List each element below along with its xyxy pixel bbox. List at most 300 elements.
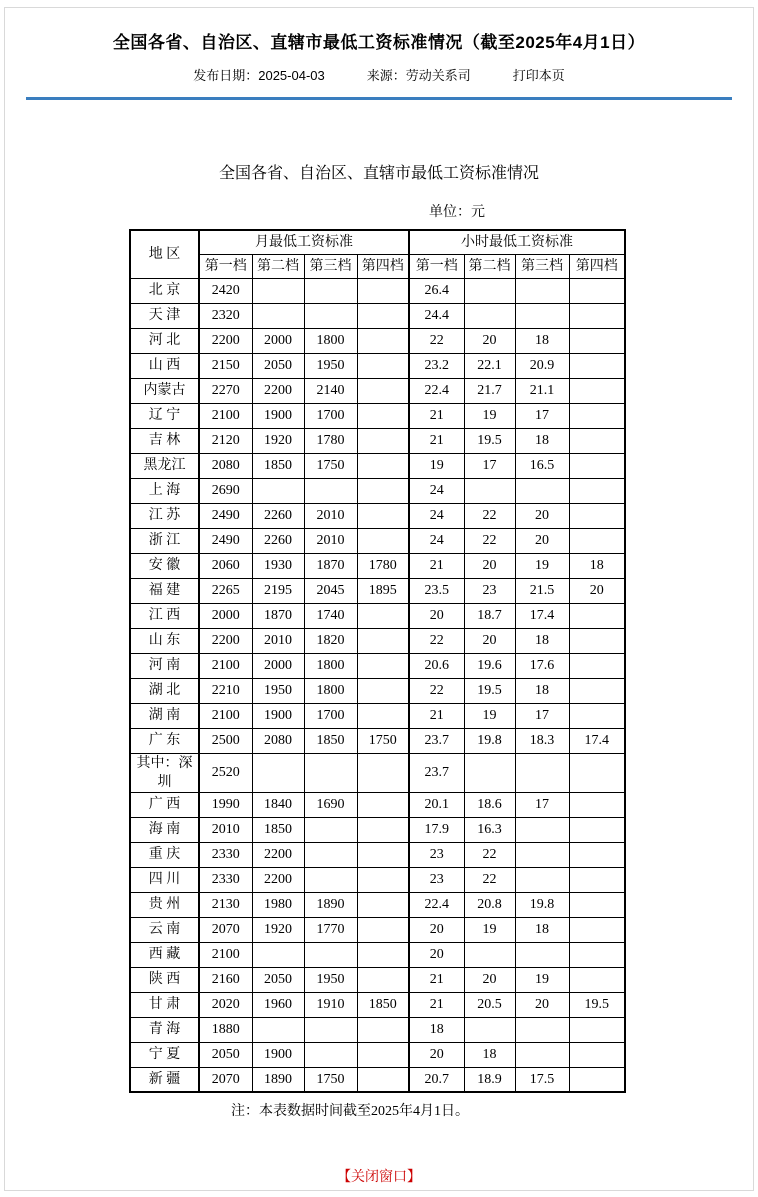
hourly-tier-3-value: 19 [515,553,569,578]
source: 来源：劳动关系司 [366,68,471,83]
table-row [130,917,625,942]
hourly-tier-4-header: 第四档 [569,254,625,278]
hourly-tier-1-value: 23 [409,842,464,867]
monthly-tier-1-value: 2020 [199,992,252,1017]
monthly-tier-3-value: 1820 [304,628,357,653]
monthly-tier-1-value: 2490 [199,503,252,528]
monthly-tier-1-value: 2420 [199,278,252,303]
hourly-tier-2-value: 20.5 [464,992,515,1017]
monthly-tier-3-value: 1750 [304,1067,357,1092]
monthly-tier-4-value [357,353,409,378]
monthly-tier-4-value [357,503,409,528]
monthly-tier-1-value: 1990 [199,792,252,817]
table-row [130,353,625,378]
table-row [130,817,625,842]
hourly-tier-1-value: 22.4 [409,378,464,403]
monthly-tier-4-value [357,892,409,917]
monthly-tier-2-value: 1980 [252,892,304,917]
hourly-tier-2-value [464,1017,515,1042]
hourly-tier-1-value: 21 [409,553,464,578]
monthly-tier-3-value: 1690 [304,792,357,817]
monthly-tier-4-value [357,478,409,503]
monthly-tier-4-value [357,678,409,703]
hourly-tier-3-value [515,1042,569,1067]
hourly-tier-3-value: 17 [515,703,569,728]
table-row [130,553,625,578]
page-card [4,7,754,1191]
monthly-tier-1-value: 2010 [199,817,252,842]
region-column-header: 地 区 [130,230,199,278]
monthly-tier-3-value: 1950 [304,967,357,992]
monthly-tier-3-header: 第三档 [304,254,357,278]
monthly-tier-2-value: 1840 [252,792,304,817]
monthly-tier-4-value [357,817,409,842]
region-name: 北 京 [130,278,199,303]
monthly-tier-2-value [252,1017,304,1042]
hourly-tier-1-value: 20 [409,603,464,628]
monthly-tier-2-value: 2010 [252,628,304,653]
monthly-tier-3-value: 2010 [304,528,357,553]
monthly-tier-2-value: 1900 [252,703,304,728]
region-name: 上 海 [130,478,199,503]
monthly-tier-1-value: 2060 [199,553,252,578]
region-name: 安 徽 [130,553,199,578]
table-row [130,967,625,992]
region-name: 山 西 [130,353,199,378]
hourly-tier-1-value: 24.4 [409,303,464,328]
monthly-tier-4-value [357,1042,409,1067]
hourly-tier-2-value [464,753,515,792]
monthly-tier-1-value: 2100 [199,942,252,967]
monthly-tier-2-value: 2000 [252,653,304,678]
hourly-tier-1-value: 17.9 [409,817,464,842]
monthly-tier-1-value: 2210 [199,678,252,703]
monthly-tier-1-value: 2150 [199,353,252,378]
hourly-tier-1-value: 24 [409,528,464,553]
hourly-tier-2-value: 19.5 [464,678,515,703]
monthly-tier-1-value: 2100 [199,403,252,428]
hourly-tier-2-value: 20 [464,967,515,992]
monthly-tier-2-value: 1930 [252,553,304,578]
monthly-tier-2-value: 1870 [252,603,304,628]
hourly-tier-2-value: 18.9 [464,1067,515,1092]
monthly-tier-4-value [357,328,409,353]
table-row [130,578,625,603]
monthly-tier-4-value [357,403,409,428]
region-name: 云 南 [130,917,199,942]
hourly-tier-1-value: 23.7 [409,753,464,792]
hourly-tier-1-value: 20 [409,917,464,942]
blue-divider [26,97,732,100]
hourly-tier-4-value [569,403,625,428]
hourly-tier-3-value [515,278,569,303]
hourly-tier-1-value: 20.6 [409,653,464,678]
monthly-tier-1-value: 2330 [199,842,252,867]
hourly-tier-1-value: 22 [409,628,464,653]
hourly-tier-3-value [515,842,569,867]
monthly-tier-4-header: 第四档 [357,254,409,278]
monthly-tier-2-value: 2050 [252,353,304,378]
hourly-tier-1-value: 21 [409,403,464,428]
hourly-tier-3-value: 19 [515,967,569,992]
hourly-tier-2-value: 19.8 [464,728,515,753]
table-row [130,528,625,553]
region-name: 广 西 [130,792,199,817]
hourly-tier-4-value [569,503,625,528]
monthly-tier-2-value: 2200 [252,378,304,403]
monthly-tier-3-value: 1890 [304,892,357,917]
hourly-tier-1-value: 20 [409,1042,464,1067]
hourly-tier-3-value: 17.5 [515,1067,569,1092]
close-link-row [5,1166,753,1186]
monthly-tier-1-value: 2070 [199,917,252,942]
table-row [130,1067,625,1092]
hourly-tier-2-value [464,278,515,303]
hourly-tier-3-header: 第三档 [515,254,569,278]
hourly-tier-4-value: 17.4 [569,728,625,753]
monthly-tier-1-value: 2070 [199,1067,252,1092]
hourly-tier-3-value: 17.6 [515,653,569,678]
monthly-tier-3-value: 1780 [304,428,357,453]
hourly-tier-3-value: 21.5 [515,578,569,603]
region-name: 江 苏 [130,503,199,528]
hourly-tier-4-value: 19.5 [569,992,625,1017]
monthly-tier-4-value [357,453,409,478]
table-row [130,1042,625,1067]
monthly-tier-2-value: 1920 [252,428,304,453]
monthly-tier-3-value: 1870 [304,553,357,578]
table-note: 注：本表数据时间截至2025年4月1日。 [231,1104,469,1119]
table-row [130,867,625,892]
hourly-tier-4-value [569,328,625,353]
hourly-tier-3-value [515,817,569,842]
monthly-tier-1-value: 2200 [199,328,252,353]
hourly-tier-1-value: 26.4 [409,278,464,303]
region-name: 河 北 [130,328,199,353]
monthly-tier-1-value: 2000 [199,603,252,628]
minimum-wage-table [129,229,626,1093]
table-row [130,678,625,703]
monthly-tier-3-value: 1800 [304,678,357,703]
table-row [130,403,625,428]
hourly-tier-1-value: 20 [409,942,464,967]
hourly-tier-2-value: 18 [464,1042,515,1067]
monthly-tier-3-value: 1750 [304,453,357,478]
monthly-tier-1-value: 2120 [199,428,252,453]
monthly-tier-3-value [304,817,357,842]
table-row [130,503,625,528]
hourly-tier-2-value: 22 [464,503,515,528]
monthly-tier-2-value: 1900 [252,1042,304,1067]
monthly-tier-4-value [357,967,409,992]
table-row [130,728,625,753]
close-window-button[interactable]: 【关闭窗口】 [337,1170,421,1185]
hourly-tier-3-value: 18 [515,678,569,703]
table-row [130,1017,625,1042]
table-row [130,478,625,503]
monthly-tier-3-value [304,842,357,867]
hourly-tier-2-value: 16.3 [464,817,515,842]
hourly-tier-4-value [569,453,625,478]
hourly-tier-2-value: 20.8 [464,892,515,917]
hourly-tier-2-value: 19 [464,917,515,942]
table-title: 全国各省、自治区、直辖市最低工资标准情况 [218,165,539,182]
monthly-tier-1-value: 2200 [199,628,252,653]
hourly-tier-4-value [569,792,625,817]
monthly-tier-3-value: 2045 [304,578,357,603]
hourly-tier-4-value [569,303,625,328]
monthly-tier-1-value: 2160 [199,967,252,992]
monthly-tier-4-value [357,703,409,728]
monthly-tier-2-value [252,303,304,328]
monthly-tier-4-value [357,278,409,303]
hourly-tier-3-value: 18 [515,428,569,453]
region-name: 西 藏 [130,942,199,967]
monthly-tier-2-value: 2200 [252,842,304,867]
table-row [130,303,625,328]
hourly-tier-1-value: 23 [409,867,464,892]
hourly-tier-2-value: 22 [464,842,515,867]
hourly-tier-3-value: 18 [515,628,569,653]
monthly-tier-2-value: 1920 [252,917,304,942]
monthly-tier-4-value [357,653,409,678]
region-name: 河 南 [130,653,199,678]
monthly-tier-3-value: 1800 [304,328,357,353]
monthly-tier-2-value: 2000 [252,328,304,353]
hourly-tier-1-value: 21 [409,428,464,453]
monthly-tier-2-value [252,753,304,792]
hourly-tier-1-value: 24 [409,503,464,528]
hourly-tier-2-value: 18.7 [464,603,515,628]
monthly-tier-2-value: 1950 [252,678,304,703]
table-row [130,628,625,653]
monthly-tier-2-value: 1890 [252,1067,304,1092]
hourly-tier-4-value [569,353,625,378]
monthly-tier-4-value [357,303,409,328]
monthly-tier-3-value [304,1042,357,1067]
region-name: 浙 江 [130,528,199,553]
hourly-tier-2-value: 19.6 [464,653,515,678]
hourly-tier-4-value [569,478,625,503]
page-title: 全国各省、自治区、直辖市最低工资标准情况（截至2025年4月1日） [112,33,646,52]
hourly-tier-3-value: 18.3 [515,728,569,753]
hourly-tier-1-value: 23.5 [409,578,464,603]
region-name: 四 川 [130,867,199,892]
hourly-tier-3-value: 20 [515,528,569,553]
monthly-tier-3-value [304,867,357,892]
hourly-tier-1-value: 22 [409,328,464,353]
region-name: 新 疆 [130,1067,199,1092]
hourly-tier-4-value [569,653,625,678]
hourly-tier-3-value: 18 [515,328,569,353]
hourly-tier-2-value: 20 [464,553,515,578]
monthly-tier-2-value: 2195 [252,578,304,603]
monthly-tier-1-value: 2320 [199,303,252,328]
hourly-tier-4-value [569,378,625,403]
monthly-tier-4-value [357,942,409,967]
region-name: 贵 州 [130,892,199,917]
hourly-tier-1-value: 24 [409,478,464,503]
monthly-tier-1-value: 2080 [199,453,252,478]
monthly-tier-3-value: 1700 [304,403,357,428]
monthly-tier-1-value: 2265 [199,578,252,603]
hourly-tier-4-value [569,867,625,892]
hourly-tier-2-value: 19 [464,703,515,728]
monthly-tier-2-value: 1960 [252,992,304,1017]
hourly-tier-2-value: 18.6 [464,792,515,817]
monthly-tier-2-header: 第二档 [252,254,304,278]
hourly-tier-3-value [515,303,569,328]
hourly-tier-4-value [569,1042,625,1067]
monthly-tier-1-value: 2130 [199,892,252,917]
monthly-tier-1-value: 1880 [199,1017,252,1042]
print-page-button[interactable]: 打印本页 [512,68,565,83]
table-header [130,230,625,278]
hourly-tier-2-value: 21.7 [464,378,515,403]
monthly-tier-3-value: 1850 [304,728,357,753]
monthly-tier-3-value: 1770 [304,917,357,942]
table-row [130,278,625,303]
region-name: 湖 北 [130,678,199,703]
region-name: 江 西 [130,603,199,628]
table-row [130,428,625,453]
hourly-tier-2-value [464,303,515,328]
monthly-tier-3-value: 1800 [304,653,357,678]
region-name: 重 庆 [130,842,199,867]
monthly-tier-1-value: 2690 [199,478,252,503]
table-row [130,653,625,678]
region-name: 辽 宁 [130,403,199,428]
region-name: 海 南 [130,817,199,842]
hourly-tier-4-value [569,603,625,628]
table-row [130,603,625,628]
monthly-tier-4-value [357,603,409,628]
hourly-section-header: 小时最低工资标准 [409,230,625,254]
monthly-tier-2-value [252,478,304,503]
monthly-tier-2-value [252,278,304,303]
monthly-tier-4-value [357,867,409,892]
hourly-tier-2-value: 22 [464,528,515,553]
hourly-tier-4-value [569,753,625,792]
monthly-tier-4-value [357,428,409,453]
monthly-tier-3-value: 1910 [304,992,357,1017]
region-name: 甘 肃 [130,992,199,1017]
monthly-tier-4-value [357,528,409,553]
hourly-tier-4-value [569,678,625,703]
hourly-tier-4-value [569,967,625,992]
table-row [130,992,625,1017]
monthly-tier-2-value: 1850 [252,453,304,478]
hourly-tier-2-value: 19 [464,403,515,428]
hourly-tier-4-value [569,428,625,453]
monthly-tier-1-value: 2490 [199,528,252,553]
hourly-tier-3-value: 17.4 [515,603,569,628]
monthly-tier-1-value: 2100 [199,653,252,678]
monthly-tier-3-value: 1950 [304,353,357,378]
hourly-tier-1-value: 21 [409,992,464,1017]
monthly-tier-1-value: 2100 [199,703,252,728]
monthly-tier-3-value [304,478,357,503]
hourly-tier-4-value [569,942,625,967]
hourly-tier-1-value: 22 [409,678,464,703]
wage-table-body [130,278,625,1092]
hourly-tier-2-value: 20 [464,328,515,353]
region-name: 福 建 [130,578,199,603]
monthly-tier-3-value [304,303,357,328]
monthly-tier-1-value: 2270 [199,378,252,403]
monthly-tier-4-value [357,628,409,653]
monthly-tier-2-value: 2260 [252,528,304,553]
region-name: 青 海 [130,1017,199,1042]
monthly-tier-4-value: 1750 [357,728,409,753]
hourly-tier-1-value: 22.4 [409,892,464,917]
table-row [130,328,625,353]
monthly-tier-4-value [357,792,409,817]
hourly-tier-4-value [569,278,625,303]
monthly-tier-3-value [304,753,357,792]
monthly-tier-4-value: 1895 [357,578,409,603]
monthly-tier-3-value [304,1017,357,1042]
hourly-tier-3-value [515,478,569,503]
monthly-tier-4-value [357,753,409,792]
hourly-tier-3-value: 19.8 [515,892,569,917]
region-name: 吉 林 [130,428,199,453]
hourly-tier-3-value: 20 [515,992,569,1017]
hourly-tier-1-value: 23.7 [409,728,464,753]
monthly-tier-1-value: 2050 [199,1042,252,1067]
hourly-tier-3-value: 21.1 [515,378,569,403]
hourly-tier-1-value: 21 [409,967,464,992]
region-name: 山 东 [130,628,199,653]
table-row [130,378,625,403]
monthly-tier-4-value: 1850 [357,992,409,1017]
monthly-tier-1-header: 第一档 [199,254,252,278]
hourly-tier-4-value [569,917,625,942]
hourly-tier-2-value: 20 [464,628,515,653]
hourly-tier-3-value: 17 [515,792,569,817]
table-row [130,842,625,867]
monthly-tier-4-value [357,1067,409,1092]
hourly-tier-1-value: 20.7 [409,1067,464,1092]
monthly-tier-2-value: 2200 [252,867,304,892]
unit-label: 单位：元 [429,205,485,220]
monthly-tier-4-value [357,1017,409,1042]
monthly-tier-2-value: 2080 [252,728,304,753]
region-name: 宁 夏 [130,1042,199,1067]
hourly-tier-2-value: 17 [464,453,515,478]
monthly-tier-4-value [357,917,409,942]
hourly-tier-3-value: 17 [515,403,569,428]
monthly-tier-2-value: 1900 [252,403,304,428]
hourly-tier-1-value: 21 [409,703,464,728]
monthly-tier-2-value: 1850 [252,817,304,842]
region-name: 湖 南 [130,703,199,728]
hourly-tier-4-value [569,703,625,728]
hourly-tier-3-value [515,942,569,967]
hourly-tier-3-value: 20 [515,503,569,528]
monthly-tier-3-value: 2010 [304,503,357,528]
hourly-tier-2-value [464,942,515,967]
table-row [130,703,625,728]
table-row [130,753,625,792]
hourly-tier-2-value: 19.5 [464,428,515,453]
monthly-section-header: 月最低工资标准 [199,230,409,254]
region-name: 广 东 [130,728,199,753]
hourly-tier-1-value: 18 [409,1017,464,1042]
monthly-tier-1-value: 2520 [199,753,252,792]
hourly-tier-4-value [569,1067,625,1092]
hourly-tier-1-value: 23.2 [409,353,464,378]
